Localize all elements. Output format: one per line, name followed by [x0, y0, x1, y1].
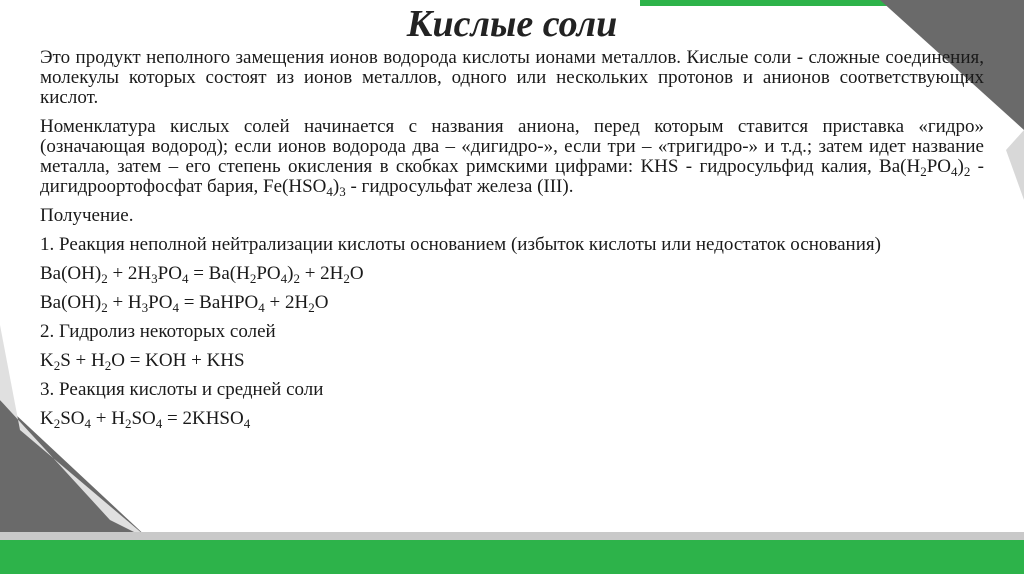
definition-paragraph: Это продукт неполного замещения ионов водорода кислоты ионами металлов. Кислые соли - сложные соединения, молекулы которых состоят из ионов металлов, одного или нескольких протонов и анионов соответствующих кислот.: [40, 47, 984, 108]
method-2-text: 2. Гидролиз некоторых солей: [40, 321, 276, 342]
equation-4: $K_2SO_4 + H_2SO_4$ = $2KHSO_4$: [40, 408, 251, 431]
bottom-green-bar: [0, 540, 1024, 574]
bottom-gray-bar: [0, 532, 1024, 540]
equation-1: $Ba(OH)_2 + 2H_3PO_4 = Ba(H_2PO_4)_2 + 2H_2O$: [40, 263, 364, 286]
equation-3: $K_2S + H_2O$ = KOH + KHS: [40, 350, 245, 373]
slide-title: Кислые соли: [406, 3, 618, 45]
method-3-text: 3. Реакция кислоты и средней соли: [40, 379, 324, 400]
nomenclature-paragraph: [40, 117, 984, 197]
formula-fe-hso4-3: $Fe(HSO_4)_3$ - гидросульфат железа (III).: [263, 176, 574, 199]
formula-ba-h2po4-2: $Ba(H_2PO_4)_2$ - дигидроортофосфат бария,: [40, 156, 984, 197]
equation-2: $Ba(OH)_2 + H_3PO_4$ = BaHPO$_4$ + $2H_2O$: [40, 292, 329, 315]
top-right-light-edge: [1006, 130, 1024, 200]
obtaining-heading: Получение.: [40, 205, 134, 226]
method-1-text: 1. Реакция неполной нейтрализации кислоты основанием (избыток кислоты или недостаток основания): [40, 234, 881, 255]
nomenclature-text: Номенклатура кислых солей начинается с названия аниона, перед которым ставится приставка «гидро» (означающая водород); если ионов водорода два – «дигидро-», если три – «тригидро-» и т.д.; затем идет название металла, затем – его степень окисления в скобках римскими цифрами: KHS - гидросульфид калия,: [40, 116, 984, 177]
slide-content: [40, 48, 984, 438]
